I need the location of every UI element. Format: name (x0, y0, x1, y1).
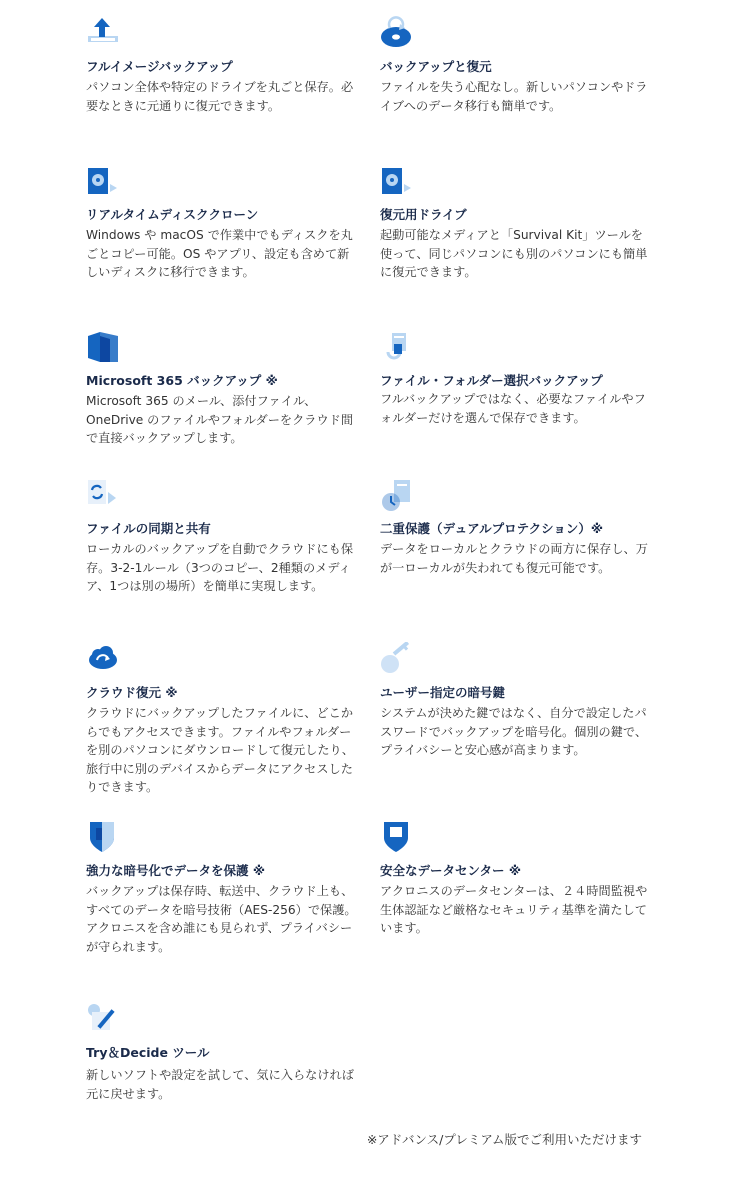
feature-description: クラウドにバックアップしたファイルに、どこからでもアクセスできます。ファイルやフォルダーを別のパソコンにダウンロードして復元したり、旅行中に別のデバイスからデータにアクセスしたりできます。 (86, 706, 354, 795)
microsoft-365-icon (86, 330, 120, 364)
feature-description: アクロニスのデータセンターは、２４時間監視や生体認証など厳格なセキュリティ基準を満たしています。 (380, 884, 648, 936)
feature-description: データをローカルとクラウドの両方に保存し、万が一ローカルが失われても復元可能です。 (380, 542, 648, 575)
feature-description: ファイルを失う心配なし。新しいパソコンやドライブへのデータ移行も簡単です。 (380, 80, 648, 113)
feature-description: システムが決めた鍵ではなく、自分で設定したパスワードでバックアップを暗号化。個別の鍵で、プライバシーと安心感が高まります。 (380, 706, 648, 758)
feature-description: 起動可能なメディアと「Survival Kit」ツールを使って、同じパソコンにも別のパソコンにも簡単に復元できます。 (380, 228, 648, 280)
feature-full-image-backup (86, 16, 358, 113)
feature-title: リアルタイムディスククローン (86, 207, 259, 222)
feature-description: フルバックアップではなく、必要なファイルやフォルダーだけを選んで保存できます。 (380, 392, 646, 425)
feature-secure-datacenter (380, 820, 652, 936)
shield-datacenter-icon (380, 820, 414, 854)
upload-tray-icon (86, 16, 120, 50)
feature-microsoft-365-backup (86, 330, 358, 446)
feature-title: 復元用ドライブ (380, 207, 467, 222)
feature-description: Windows や macOS で作業中でもディスクを丸ごとコピー可能。OS やアプリ、設定も含めて新しいディスクに移行できます。 (86, 228, 353, 280)
feature-backup-restore (380, 16, 652, 113)
feature-strong-encryption (86, 820, 358, 954)
feature-user-encryption-key (380, 642, 652, 758)
feature-realtime-disk-clone (86, 166, 358, 280)
feature-title: 安全なデータセンター ※ (380, 863, 522, 878)
feature-title: フルイメージバックアップ (86, 59, 233, 74)
feature-title: Try＆Decide ツール (86, 1045, 210, 1060)
disk-clone-icon (86, 166, 120, 200)
feature-file-folder-backup (380, 330, 652, 425)
file-sync-icon (86, 478, 120, 512)
feature-description: ローカルのバックアップを自動でクラウドにも保存。3-2-1ルール（3つのコピー、2種類のメディア、1つは別の場所）を簡単に実現します。 (86, 542, 354, 594)
feature-description: パソコン全体や特定のドライブを丸ごと保存。必要なときに元通りに復元できます。 (86, 80, 354, 113)
dual-protection-icon (380, 478, 414, 512)
feature-title: クラウド復元 ※ (86, 685, 178, 700)
feature-cloud-restore (86, 642, 358, 795)
recovery-drive-icon (380, 166, 414, 200)
feature-file-sync-share (86, 478, 358, 594)
feature-title: バックアップと復元 (380, 59, 492, 74)
feature-try-decide (86, 1000, 358, 1101)
feature-title: 二重保護（デュアルプロテクション）※ (380, 521, 604, 536)
feature-recovery-drive (380, 166, 652, 280)
feature-dual-protection (380, 478, 652, 575)
feature-title: ファイル・フォルダー選択バックアップ (380, 373, 603, 388)
feature-title: ユーザー指定の暗号鍵 (380, 685, 506, 700)
key-icon (380, 642, 414, 676)
footnote: ※アドバンス/プレミアム版でご利用いただけます (366, 1132, 642, 1147)
file-select-icon (380, 330, 414, 364)
try-decide-icon (86, 1000, 120, 1034)
disc-restore-icon (380, 16, 414, 50)
feature-title: ファイルの同期と共有 (86, 521, 211, 536)
feature-description: Microsoft 365 のメール、添付ファイル、OneDrive のファイルやフォルダーをクラウド間で直接バックアップします。 (86, 394, 354, 446)
feature-title: Microsoft 365 バックアップ ※ (86, 373, 278, 388)
feature-title: 強力な暗号化でデータを保護 ※ (86, 863, 266, 878)
cloud-restore-icon (86, 642, 120, 676)
feature-description: 新しいソフトや設定を試して、気に入らなければ元に戻せます。 (86, 1068, 354, 1101)
shield-lock-icon (86, 820, 120, 854)
feature-description: バックアップは保存時、転送中、クラウド上も、すべてのデータを暗号技術（AES-256）で保護。アクロニスを含め誰にも見られず、プライバシーが守られます。 (86, 884, 357, 954)
